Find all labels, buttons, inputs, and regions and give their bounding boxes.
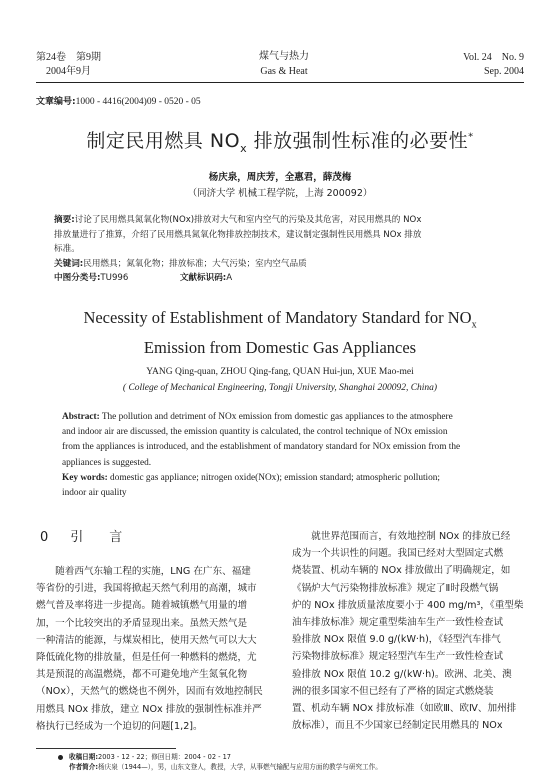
right-line-0: 就世界范围而言，有效地控制 NOx 的排放已经 [292,531,511,542]
keywords-zh-label: 关键词: [54,258,84,269]
title-en-line2: Emission from Domestic Gas Appliances [143,338,417,358]
article-number [36,96,201,109]
left-line-4: 一种清洁的能源，与煤炭相比，使用天然气可以大大 [36,634,257,646]
right-line-10: 置、机动车辆 NOx 排放标准（如欧Ⅲ、欧Ⅳ、加州排 [292,703,517,715]
right-line-3: 《锅炉大气污染物排放标准》规定了Ⅱ时段燃气锅 [292,582,499,594]
right-line-2: 烧装置、机动车辆的 NOx 排放做出了明确规定，如 [292,565,511,577]
authors-en: YANG Qing-quan, ZHOU Qing-fang, QUAN Hui-jun, XUE Mao-mei [146,367,414,377]
right-line-5: 油车排放标准》规定重型柴油车生产一致性检查试 [292,617,504,629]
right-line-7: 污染物排放标准》规定轻型汽车生产一致性检查试 [292,651,504,663]
abstract-zh-line2: 排放量进行了推算，介绍了民用燃具氮氧化物排放控制技术，建议制定强制性民用燃具 NOx 排放 [54,229,422,240]
section-title: 引 言 [70,530,123,545]
left-line-8: 用燃具 NOx 排放，建立 NOx 排放的强制性标准并严 [36,703,262,715]
abstract-en-label: Abstract: [62,412,100,422]
header-date-en: Sep. 2004 [484,66,524,77]
header-journal-zh: 煤气与热力 [259,51,309,62]
left-line-7: （NOx），天然气的燃烧也不例外，因而有效地控制民 [36,686,263,698]
footnote-author-value: 杨庆泉（1944—），男，山东文登人，教授，大学，从事燃气输配与应用方面的教学与研究工作。 [98,762,382,771]
left-line-3: 加，一个比较突出的矛盾显现出来。虽然天然气是 [36,617,248,629]
abstract-en-line4: appliances is suggested. [62,457,152,468]
footnote-received-label: 收稿日期: [69,753,99,761]
keywords-en-line2: indoor air quality [62,488,127,499]
title-zh-post: 排放强制性标准的必要性 [247,130,469,152]
doc-code-value: A [226,273,233,283]
header-vol-issue-en: Vol. 24 No. 9 [463,52,524,63]
title-en-line1: Necessity of Establishment of Mandatory Standard for NO [83,308,472,327]
keywords-zh-text: 民用燃具；氮氧化物；排放标准；大气污染；室内空气品质 [83,258,307,269]
header-rule [36,82,524,83]
right-line-6: 验排放 NOx 限值 9.0 g/(kW·h)，《轻型汽车排气 [292,634,501,646]
title-zh [0,126,560,155]
abstract-zh-line3: 标准。 [54,244,80,254]
affiliation-en: ( College of Mechanical Engineering, Tongji University, Shanghai 200092, China) [122,383,438,393]
abstract-en-line3: from the appliances is introduced, and the establishment of mandatory standard for NOx emission from the [62,442,461,453]
right-line-9: 洲的很多国家不但已经有了严格的固定式燃烧装 [292,685,494,697]
right-line-8: 验排放 NOx 限值 10.2 g/(kW·h)。欧洲、北美、澳 [292,668,512,680]
keywords-en-label: Key words: [62,472,108,483]
abstract-zh [54,213,514,286]
footnote-received-value: 2003 - 12 - 22；修回日期：2004 - 02 - 17 [98,753,231,761]
section-number: 0 [40,530,49,545]
abstract-en [62,410,518,501]
right-line-11: 放标准），而且不少国家已经制定民用燃具的 NOx [292,720,503,732]
header-date-zh: 2004年9月 [46,66,91,77]
left-line-5: 降低硫化物的排放量，但是任何一种燃料的燃烧，尤 [36,652,257,664]
affiliation-zh: （同济大学 机械工程学院，上海 200092） [187,188,373,199]
footnote-rule [36,748,176,749]
right-column [292,528,530,734]
header-vol-issue-zh: 第24卷 第9期 [36,52,101,63]
footnote [58,753,382,772]
article-number-label: 文章编号: [36,97,76,107]
class-no-label: 中图分类号: [54,273,101,283]
title-zh-mark: * [468,131,474,143]
abstract-zh-line1: 讨论了民用燃具氮氧化物(NOx)排放对大气和室内空气的污染及其危害，对民用燃具的 NOx [74,215,422,225]
left-line-2: 燃气普及率将进一步提高。随着城镇燃气用量的增 [36,600,248,612]
right-line-4: 炉的 NOx 排放质量浓度要小于 400 mg/m³，《重型柴 [292,599,524,611]
keywords-en-line1: domestic gas appliance; nitrogen oxide(NOx); emission standard; atmospheric pollution; [107,472,441,483]
abstract-zh-label: 摘要: [54,215,75,225]
title-zh-sub: x [240,141,248,155]
authors-zh: 杨庆泉，周庆芳，全惠君，薛茂梅 [208,172,352,183]
class-no-value: TU996 [100,273,129,283]
left-line-0: 随着西气东输工程的实施，LNG 在广东、福建 [36,566,251,577]
section-heading [40,526,122,545]
title-en-sub: x [471,319,477,331]
footnote-author-label: 作者简介: [69,762,99,771]
left-line-1: 等省份的引进，我国将掀起天然气利用的高潮，城市 [36,583,257,595]
left-line-6: 其是预混的高温燃烧，都不可避免地产生氮氧化物 [36,669,248,681]
abstract-en-line1: The pollution and detriment of NOx emission from domestic gas appliances to the atmosphere [99,412,453,422]
abstract-en-line2: and indoor air are discussed, the emission quantity is calculated, the control technique of NOx emission [62,427,448,438]
doc-code-label: 文献标识码: [179,273,227,283]
left-column [36,563,274,735]
title-en [40,306,520,359]
right-line-1: 成为一个共识性的问题。我国已经对大型固定式燃 [292,548,504,560]
header-journal-en: Gas & Heat [260,66,308,77]
left-line-9: 格执行已经成为一个迫切的问题[1,2]。 [36,720,203,732]
footnote-bullet-icon [58,755,63,760]
title-zh-pre: 制定民用燃具 NO [86,130,241,152]
article-number-value: 1000 - 4416(2004)09 - 0520 - 05 [75,97,201,107]
